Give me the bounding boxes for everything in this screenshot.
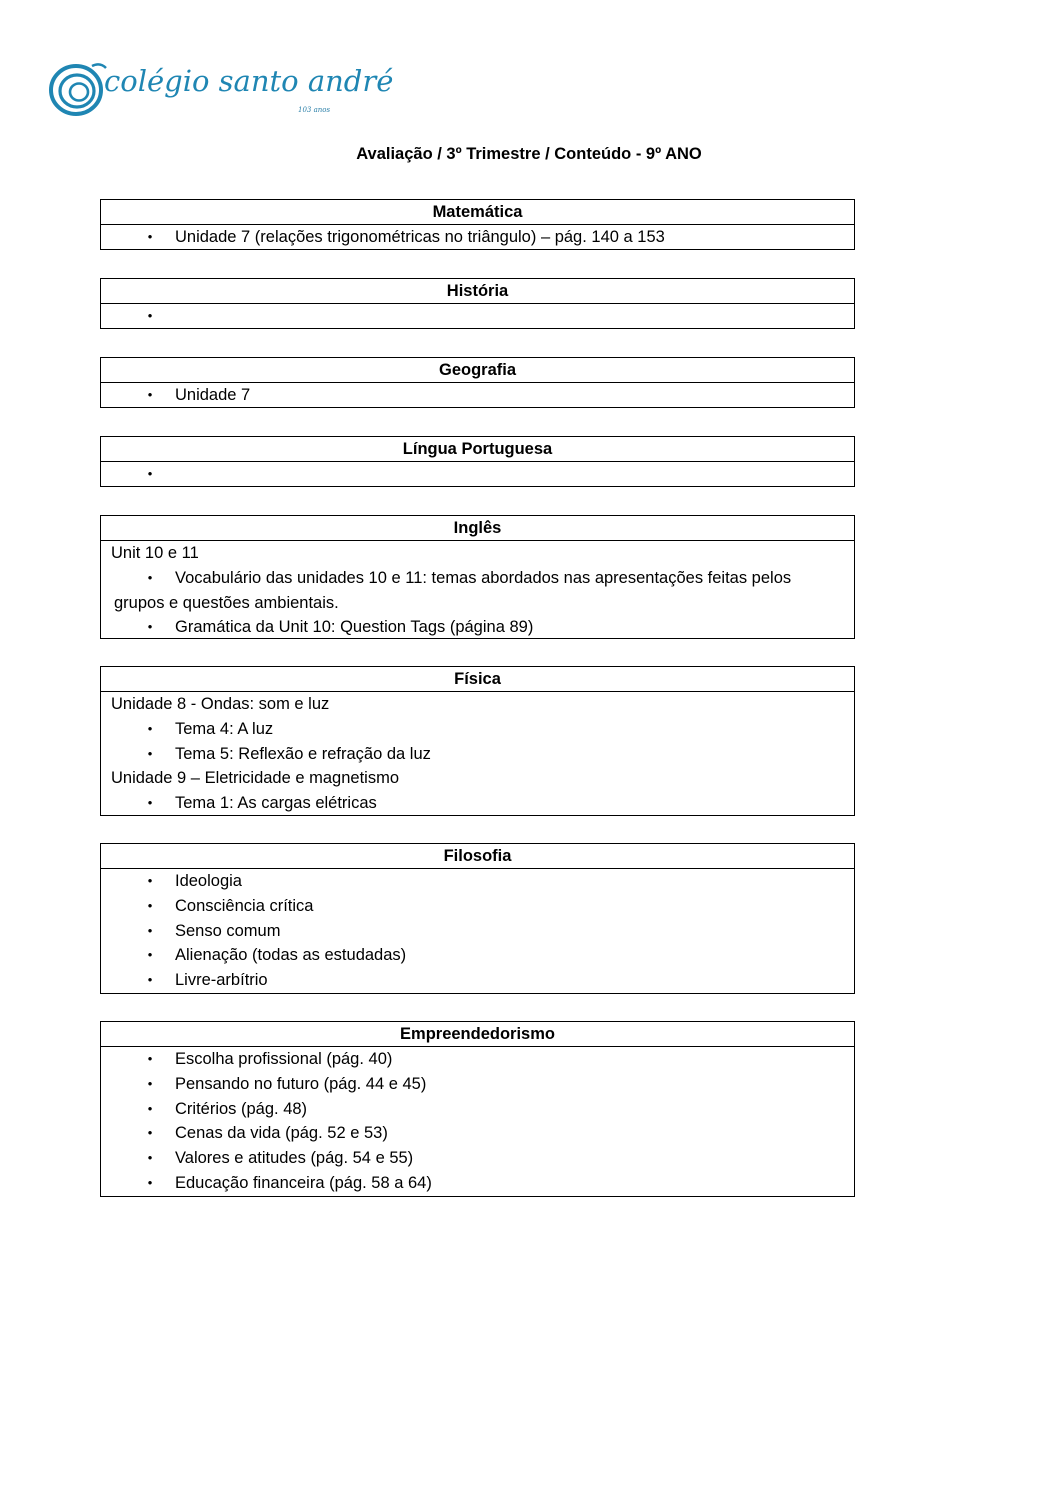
list-item (101, 1146, 854, 1171)
list-item-text: Senso comum (175, 921, 281, 940)
section-header: História (101, 279, 854, 304)
list-item-text: Educação financeira (pág. 58 a 64) (175, 1173, 432, 1192)
list-item (101, 1097, 854, 1122)
list-item (101, 717, 854, 742)
list-item (101, 1072, 854, 1097)
section-matematica (100, 199, 855, 250)
page-title: Avaliação / 3º Trimestre / Conteúdo - 9º ANO (356, 145, 702, 163)
list-item-text: Valores e atitudes (pág. 54 e 55) (175, 1149, 414, 1168)
list-item (101, 304, 854, 329)
list-item (101, 869, 854, 894)
list-item-text: Unidade 7 (175, 386, 251, 404)
logo-name: colégio santo andré (104, 64, 394, 98)
section-header: Inglês (101, 516, 854, 541)
list-item-text: Cenas da vida (pág. 52 e 53) (175, 1124, 388, 1143)
section-empreendedorismo (100, 1021, 855, 1197)
bullet-icon: • (147, 229, 153, 244)
list-item-text: Consciência crítica (175, 896, 314, 915)
list-item-text: Livre-arbítrio (175, 971, 268, 990)
list-item (101, 462, 854, 487)
list-item (101, 791, 854, 816)
list-item-text: Alienação (todas as estudadas) (175, 946, 407, 965)
bullet-icon: • (147, 569, 153, 585)
section-header: Língua Portuguesa (101, 437, 854, 462)
section-fisica (100, 666, 855, 816)
section-historia (100, 278, 855, 329)
section-header: Empreendedorismo (101, 1022, 854, 1047)
list-item (101, 943, 854, 968)
logo-swirl-icon (48, 58, 108, 122)
bullet-icon: • (147, 745, 153, 761)
bullet-icon: • (147, 922, 153, 938)
bullet-icon: • (147, 387, 153, 402)
section-header: Matemática (101, 200, 854, 225)
list-item-text: Pensando no futuro (pág. 44 e 45) (175, 1074, 427, 1093)
list-item (101, 566, 854, 591)
bullet-icon: • (147, 1150, 153, 1166)
list-item (101, 742, 854, 767)
bullet-icon: • (147, 308, 153, 323)
bullet-icon: • (147, 972, 153, 988)
list-item (101, 225, 854, 250)
section-header: Geografia (101, 358, 854, 383)
list-item (101, 1121, 854, 1146)
bullet-icon: • (147, 1125, 153, 1141)
list-item-text: Vocabulário das unidades 10 e 11: temas abordados nas apresentações feitas pelos (175, 568, 792, 587)
list-item (101, 919, 854, 944)
list-item-text: Ideologia (175, 872, 242, 890)
list-item-text: Tema 1: As cargas elétricas (175, 794, 377, 813)
list-item-text: Tema 5: Reflexão e refração da luz (175, 744, 431, 763)
school-logo (48, 58, 394, 122)
bullet-icon: • (147, 1174, 153, 1190)
bullet-icon: • (147, 720, 153, 736)
list-item-text: Unidade 7 (relações trigonométricas no triângulo) – pág. 140 a 153 (175, 228, 665, 246)
section-ingles (100, 515, 855, 639)
section-header: Filosofia (101, 844, 854, 869)
bullet-icon: • (147, 947, 153, 963)
list-item-text: Escolha profissional (pág. 40) (175, 1050, 393, 1068)
bullet-icon: • (147, 1075, 153, 1091)
bullet-icon: • (147, 795, 153, 811)
bullet-icon: • (147, 1051, 153, 1066)
section-header: Física (101, 667, 854, 692)
section-geografia (100, 357, 855, 408)
list-item (101, 383, 854, 408)
logo-subtitle: 103 anos (298, 106, 331, 114)
list-item (101, 1047, 854, 1072)
bullet-icon: • (147, 466, 153, 481)
list-item (101, 615, 854, 640)
section-lingua-portuguesa (100, 436, 855, 487)
unit-heading: Unidade 8 - Ondas: som e luz (111, 695, 330, 713)
unit-heading: Unit 10 e 11 (111, 544, 199, 562)
list-item (101, 1171, 854, 1196)
list-item-text: Gramática da Unit 10: Question Tags (página 89) (175, 618, 534, 637)
list-item (101, 968, 854, 993)
list-item-continuation: grupos e questões ambientais. (114, 593, 339, 612)
bullet-icon: • (147, 873, 153, 888)
list-item (101, 894, 854, 919)
list-item-text: Tema 4: A luz (175, 719, 274, 738)
unit-heading: Unidade 9 – Eletricidade e magnetismo (111, 769, 400, 788)
bullet-icon: • (147, 1100, 153, 1116)
bullet-icon: • (147, 897, 153, 913)
section-filosofia (100, 843, 855, 994)
list-item-text: Critérios (pág. 48) (175, 1099, 308, 1118)
bullet-icon: • (147, 619, 153, 635)
